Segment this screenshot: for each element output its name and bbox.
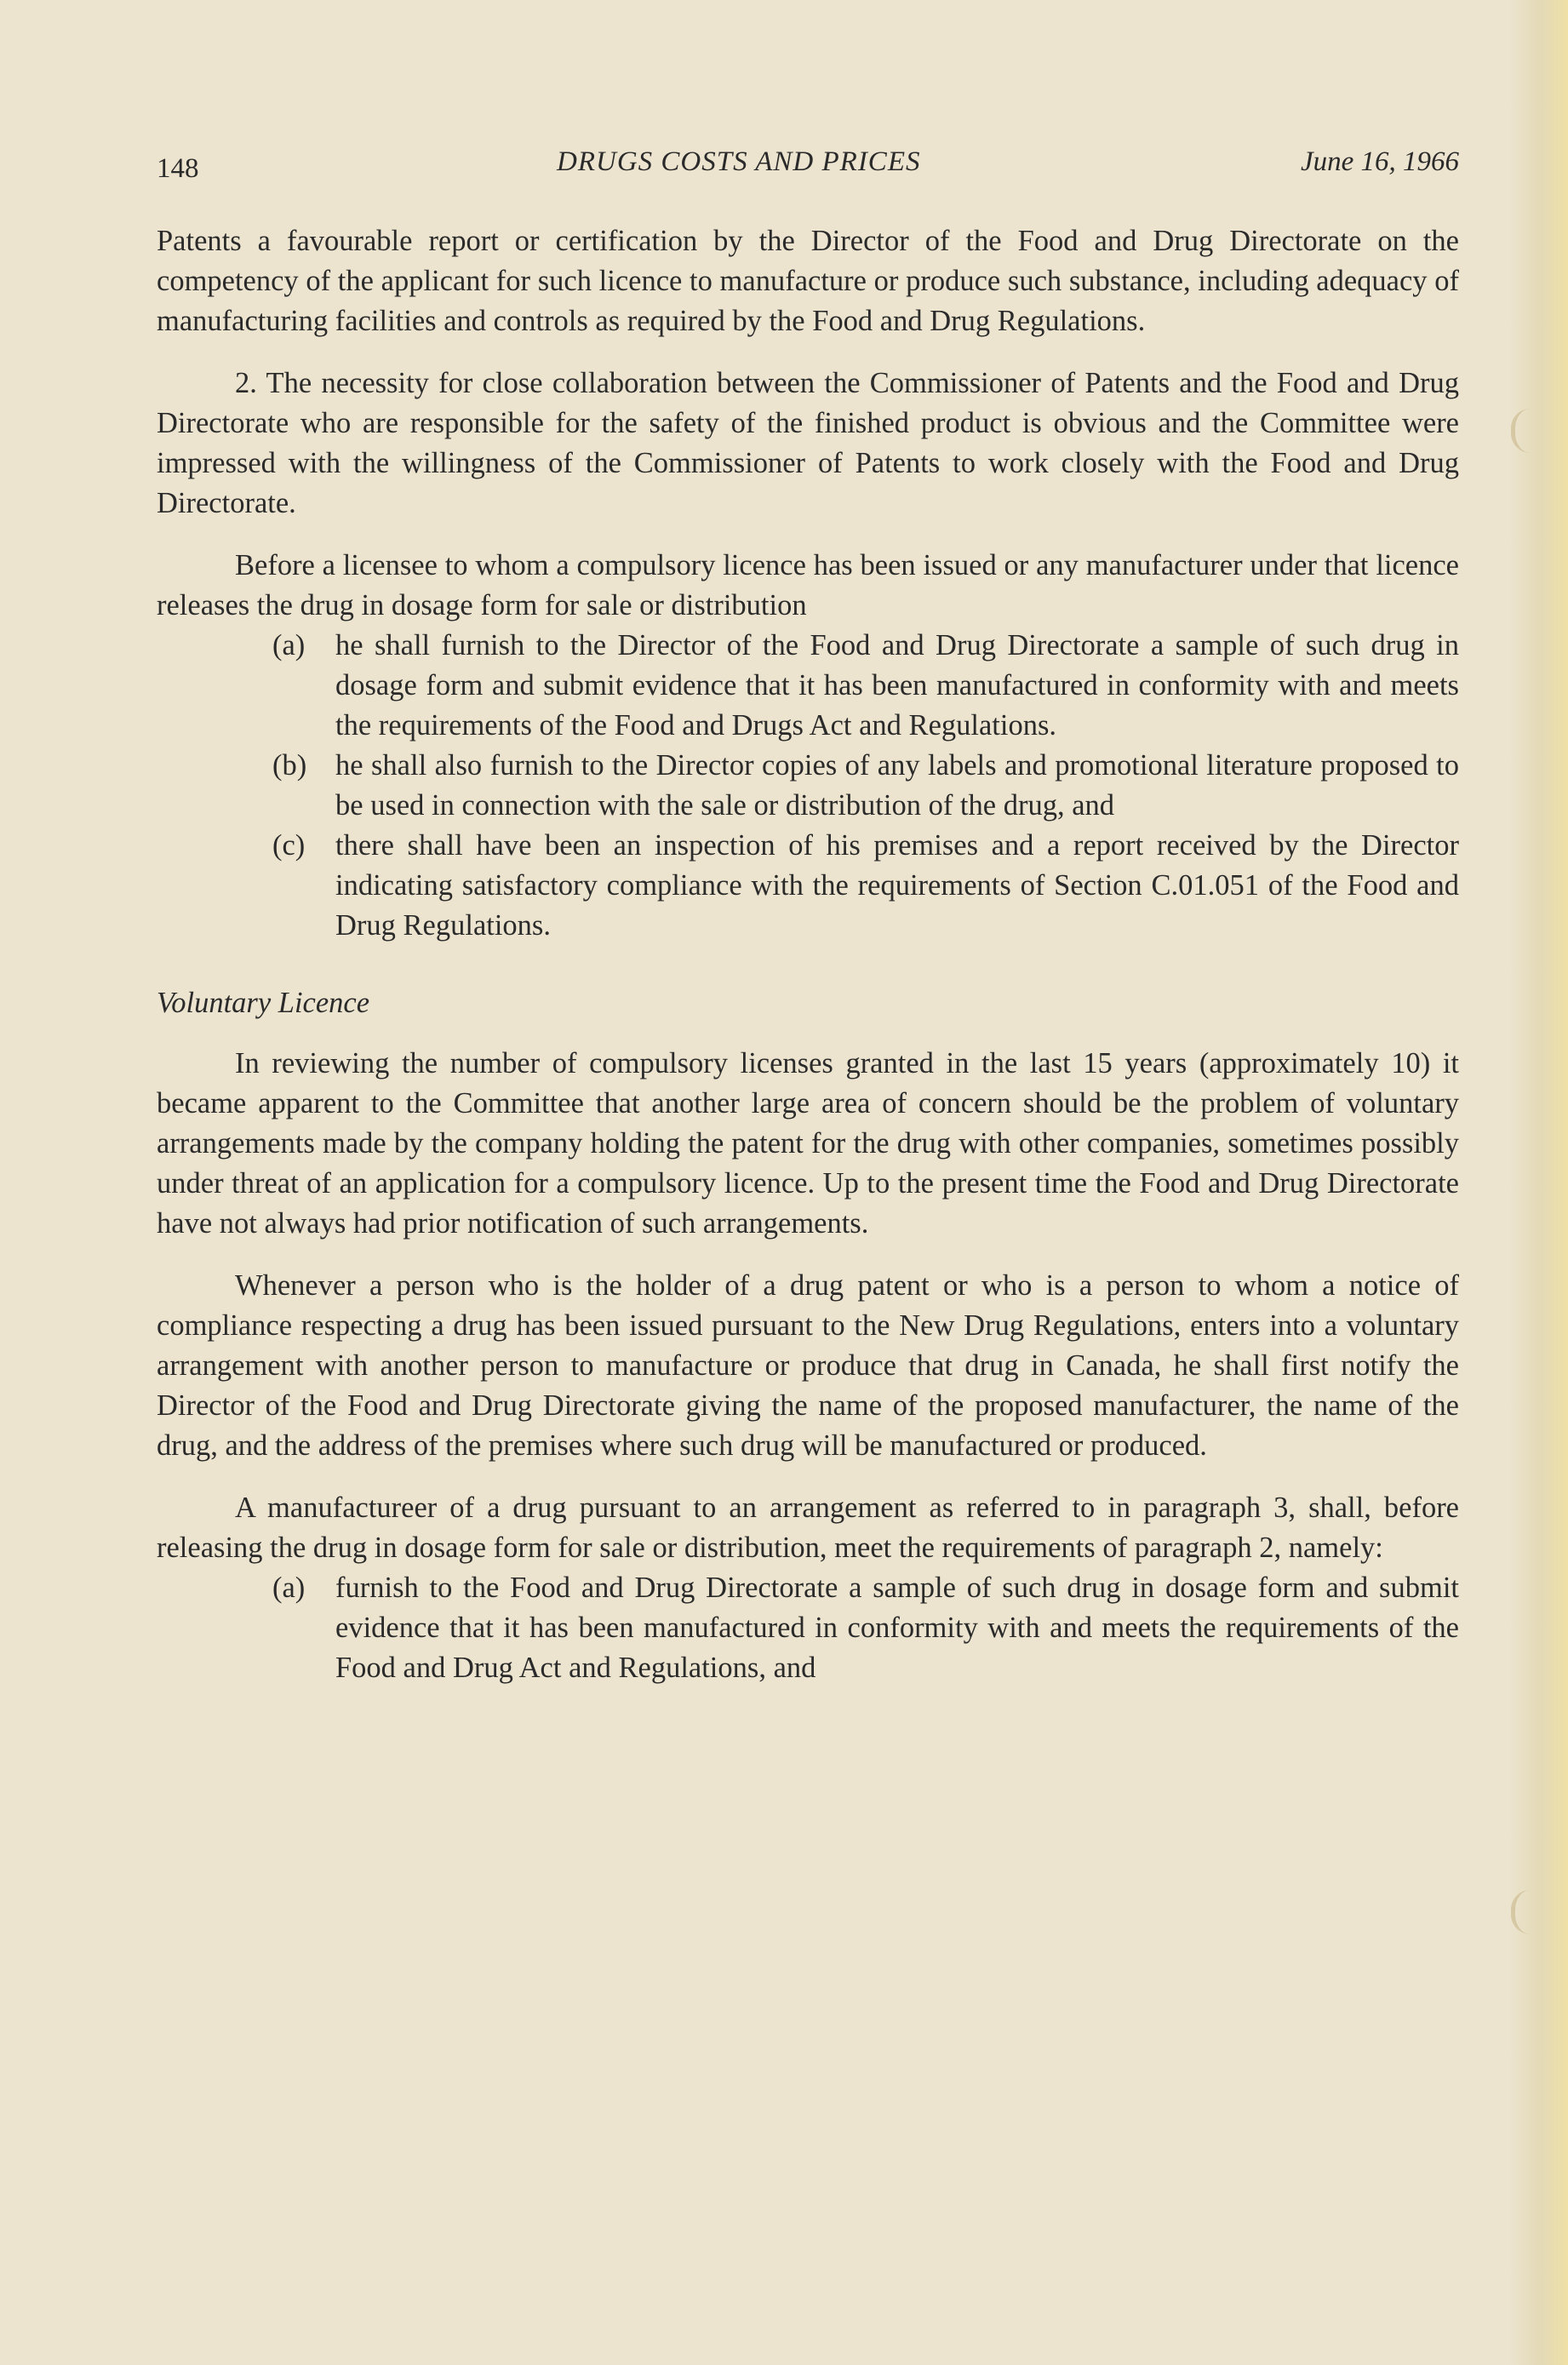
paragraph-manufacturer: A manufactureer of a drug pursuant to an arrangement as referred to in paragraph 3, shall, before releasing the drug in dosage form for sale or distribution, meet the requirements of paragraph 2, namely: <box>157 1492 1459 1564</box>
requirements-list <box>157 626 1459 946</box>
list-item-label: (a) <box>272 629 306 661</box>
list-item-label: (a) <box>272 1572 306 1604</box>
list-item-text: there shall have been an inspection of his premises and a report received by the Director indicating satisfactory compliance with the requirements of Section C.01.051 of the Food and Drug Regulations. <box>335 829 1459 942</box>
list-item-label: (c) <box>272 829 306 862</box>
section-heading: Voluntary Licence <box>157 987 370 1019</box>
list-item <box>157 626 1459 746</box>
paragraph-notification: Whenever a person who is the holder of a drug patent or who is a person to whom a notice of compliance respecting a drug has been issued pursuant to the New Drug Regulations, enters into a voluntary arrangement with another person to manufacture or produce that drug in Canada, he shall first notify the Director of the Food and Drug Directorate giving the name of the proposed manufacturer, the name of the drug, and the address of the premises where such drug will be manufactured or produced. <box>157 1269 1459 1462</box>
body-text <box>157 221 1459 1688</box>
voluntary-requirements-list <box>157 1568 1459 1688</box>
list-item <box>157 1568 1459 1688</box>
page-number: 148 <box>157 153 199 184</box>
running-title: DRUGS COSTS AND PRICES <box>557 146 921 177</box>
list-item-text: furnish to the Food and Drug Directorate a sample of such drug in dosage form and submit evidence that it has been manufactured in conformity with and meets the requirements of the Food and Drug Act and Regulations, and <box>335 1572 1459 1684</box>
list-item <box>157 826 1459 946</box>
list-item-text: he shall also furnish to the Director copies of any labels and promotional literature proposed to be used in connection with the sale or distribution of the drug, and <box>335 749 1459 822</box>
paragraph-continuation: Patents a favourable report or certification by the Director of the Food and Drug Directorate on the competency of the applicant for such licence to manufacture or produce such substance, including adequacy of manufacturing facilities and controls as required by the Food and Drug Regulations. <box>157 225 1459 337</box>
list-item-text: he shall furnish to the Director of the Food and Drug Directorate a sample of such drug in dosage form and submit evidence that it has been manufactured in conformity with and meets the requirements of the Food and Drugs Act and Regulations. <box>335 629 1459 742</box>
paragraph-collaboration: 2. The necessity for close collaboration between the Commissioner of Patents and the Food and Drug Directorate who are responsible for the safety of the finished product is obvious and the Committee were impressed with the willingness of the Commissioner of Patents to work closely with the Food and Drug Directorate. <box>157 367 1459 519</box>
list-item-label: (b) <box>272 749 307 782</box>
list-item <box>157 746 1459 826</box>
paragraph-review: In reviewing the number of compulsory licenses granted in the last 15 years (approximately 10) it became apparent to the Committee that another large area of concern should be the problem of voluntary arrangements made by the company holding the patent for the drug with other companies, sometimes possibly under threat of an application for a compulsory licence. Up to the present time the Food and Drug Directorate have not always had prior notification of such arrangements. <box>157 1047 1459 1240</box>
page-edge-shading <box>1508 0 1568 2365</box>
paragraph-licensee-release: Before a licensee to whom a compulsory licence has been issued or any manufacturer under that licence releases the drug in dosage form for sale or distribution <box>157 549 1459 621</box>
page-content <box>157 143 1459 1688</box>
header-date: June 16, 1966 <box>1300 146 1459 177</box>
page-header <box>157 143 1459 186</box>
